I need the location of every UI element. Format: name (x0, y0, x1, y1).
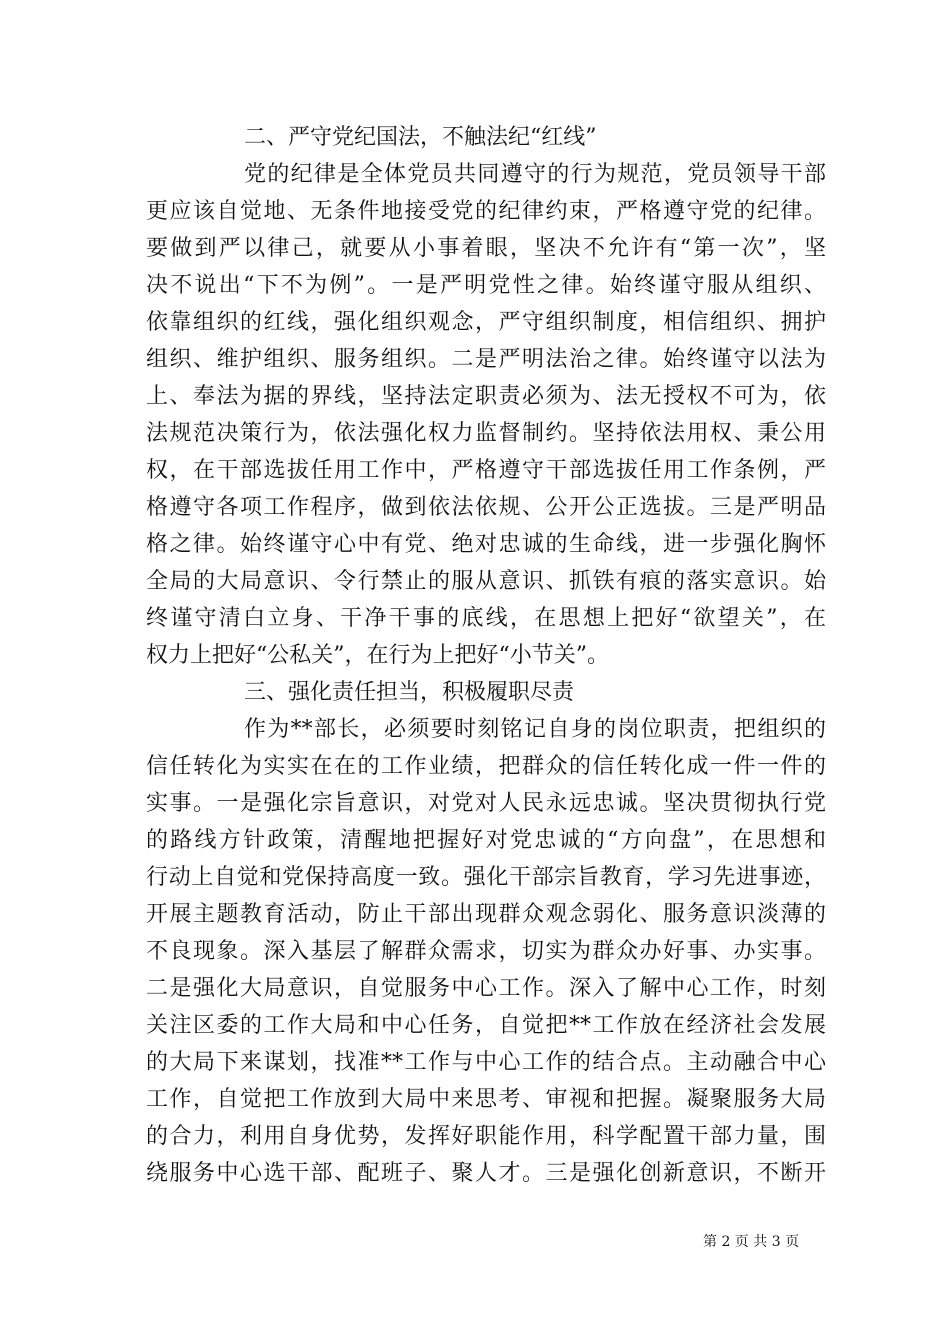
paragraph-line: 的合力，利用自身优势，发挥好职能作用，科学配置干部力量，围 (146, 1124, 826, 1149)
paragraph-line: 关注区委的工作大局和中心任务，自觉把**工作放在经济社会发展 (146, 1013, 826, 1038)
paragraph-line: 作为**部长，必须要时刻铭记自身的岗位职责，把组织的 (244, 717, 826, 742)
paragraph-line: 信任转化为实实在在的工作业绩，把群众的信任转化成一件一件的 (146, 754, 826, 779)
paragraph-line: 格遵守各项工作程序，做到依法依规、公开公正选拔。三是严明品 (146, 495, 826, 520)
paragraph-line: 党的纪律是全体党员共同遵守的行为规范，党员领导干部 (244, 162, 826, 187)
paragraph-line: 实事。一是强化宗旨意识，对党对人民永远忠诚。坚决贯彻执行党 (146, 791, 826, 816)
section-heading: 二、严守党纪国法，不触法纪“红线” (244, 125, 597, 150)
page-number-footer: 第 2 页 共 3 页 (703, 1234, 800, 1250)
paragraph-line: 开展主题教育活动，防止干部出现群众观念弱化、服务意识淡薄的 (146, 902, 826, 927)
paragraph-line: 终谨守清白立身、干净干事的底线，在思想上把好“欲望关”，在 (146, 606, 826, 631)
paragraph-line: 行动上自觉和党保持高度一致。强化干部宗旨教育，学习先进事迹， (146, 865, 826, 890)
paragraph-line: 的路线方针政策，清醒地把握好对党忠诚的“方向盘”，在思想和 (146, 828, 826, 853)
paragraph-line: 绕服务中心选干部、配班子、聚人才。三是强化创新意识，不断开 (146, 1161, 826, 1186)
paragraph-line: 法规范决策行为，依法强化权力监督制约。坚持依法用权、秉公用 (146, 421, 826, 446)
paragraph-line: 权力上把好“公私关”，在行为上把好“小节关”。 (146, 643, 609, 668)
paragraph-line: 组织、维护组织、服务组织。二是严明法治之律。始终谨守以法为 (146, 347, 826, 372)
paragraph-line: 更应该自觉地、无条件地接受党的纪律约束，严格遵守党的纪律。 (146, 199, 826, 224)
paragraph-line: 要做到严以律己，就要从小事着眼，坚决不允许有“第一次”，坚 (146, 236, 826, 261)
paragraph-line: 不良现象。深入基层了解群众需求，切实为群众办好事、办实事。 (146, 939, 826, 964)
section-heading: 三、强化责任担当，积极履职尽责 (244, 680, 575, 705)
paragraph-line: 的大局下来谋划，找准**工作与中心工作的结合点。主动融合中心 (146, 1050, 826, 1075)
paragraph-line: 依靠组织的红线，强化组织观念，严守组织制度，相信组织、拥护 (146, 310, 826, 335)
paragraph-line: 格之律。始终谨守心中有党、绝对忠诚的生命线，进一步强化胸怀 (146, 532, 826, 557)
paragraph-line: 决不说出“下不为例”。一是严明党性之律。始终谨守服从组织、 (146, 273, 826, 298)
paragraph-line: 上、奉法为据的界线，坚持法定职责必须为、法无授权不可为，依 (146, 384, 826, 409)
paragraph-line: 二是强化大局意识，自觉服务中心工作。深入了解中心工作，时刻 (146, 976, 826, 1001)
paragraph-line: 工作，自觉把工作放到大局中来思考、审视和把握。凝聚服务大局 (146, 1087, 826, 1112)
paragraph-line: 权，在干部选拔任用工作中，严格遵守干部选拔任用工作条例，严 (146, 458, 826, 483)
paragraph-line: 全局的大局意识、令行禁止的服从意识、抓铁有痕的落实意识。始 (146, 569, 826, 594)
